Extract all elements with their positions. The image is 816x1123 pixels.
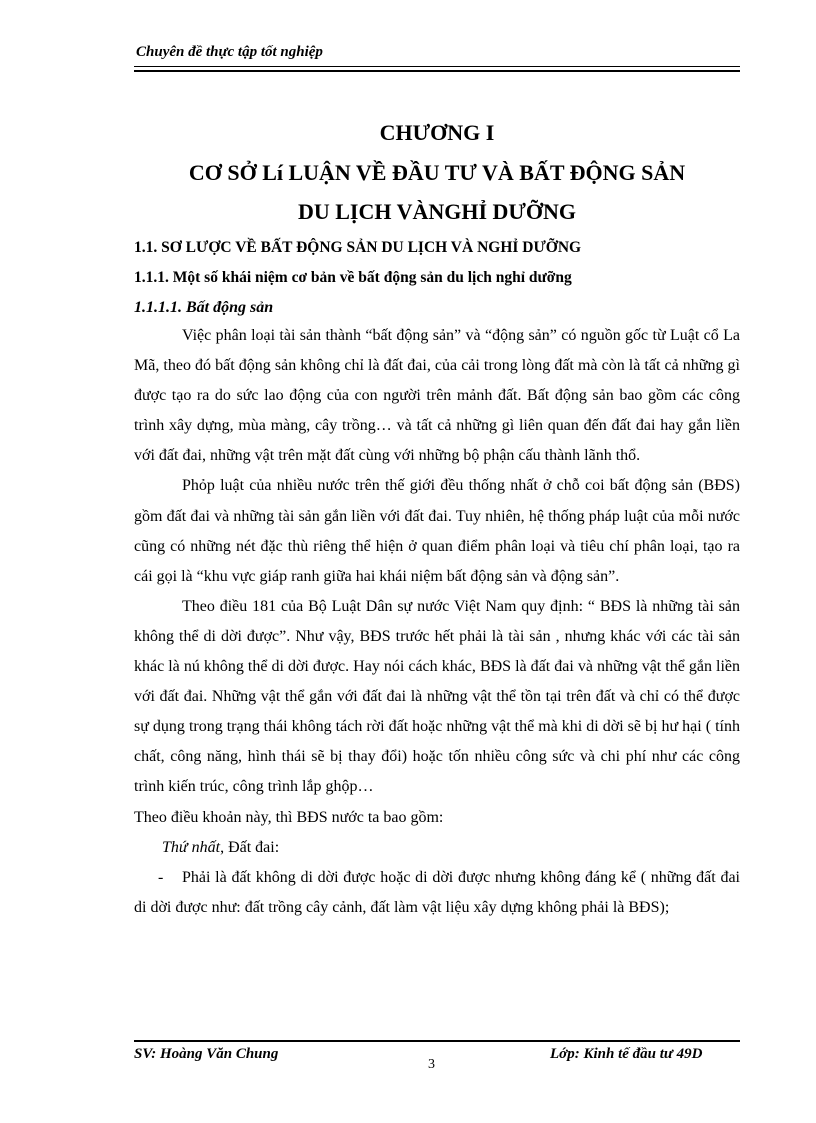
chapter-number: CHƯƠNG I [379,120,495,145]
section-heading-1-1-1-1: 1.1.1.1. Bất động sản [134,299,274,316]
paragraph-5-text: , Đất đai: [220,838,280,856]
bullet-item-1-text: Phải là đất không di dời được hoặc di dời được nhưng không đáng kể ( những đất đai di dời được như: đất trồng cây cảnh, đất làm vật liệu xây dựng không phải là BĐS); [134,868,740,916]
section-heading-1-1: 1.1. SƠ LƯỢC VỀ BẤT ĐỘNG SẢN DU LỊCH VÀ NGHỈ DƯỠNG [134,239,582,256]
footer-student: SV: Hoàng Văn Chung [134,1046,279,1062]
paragraph-3: Theo điều 181 của Bộ Luật Dân sự nước Việt Nam quy định: “ BĐS là những tài sản không thể di dời được”. Như vậy, BĐS trước hết phải là tài sản , nhưng khác với các tài sản khác là nú không thể di dời được. Hay nói cách khác, BĐS là đất đai và những vật thể gắn liền với đất đai. Những vật thể gắn với đất đai là những vật thể tồn tại trên đất và chỉ có thể được sự dụng trong trạng thái không tách rời đất hoặc những vật thể mà khi di dời sẽ bị hư hại ( tính chất, công năng, hình thái sẽ bị thay đổi) hoặc tốn nhiều công sức và chi phí như các công trình kiến trúc, công trình lắp ghộp… [134,597,740,796]
header-rule-thin [134,66,740,67]
paragraph-1: Việc phân loại tài sản thành “bất động sản” và “động sản” có nguồn gốc từ Luật cổ La Mã, theo đó bất động sản không chỉ là đất đai, của cải trong lòng đất mà còn là tất cả những gì được tạo ra do sức lao động của con người trên mảnh đất. Bất động sản bao gồm các công trình xây dựng, mùa màng, cây trồng… và tất cả những gì liên quan đến đất đai hay gắn liền với đất đai, những vật trên mặt đất cùng với những bộ phận cấu thành lãnh thổ. [134,327,740,465]
body-text [134,321,740,923]
paragraph-4: Theo điều khoản này, thì BĐS nước ta bao gồm: [134,808,444,826]
running-header: Chuyên đề thực tập tốt nghiệp [136,44,323,60]
paragraph-5 [134,833,740,863]
header-rule-thick [134,70,740,72]
paragraph-5-emphasis: Thứ nhất [162,838,221,856]
footer-rule [134,1040,740,1042]
footer-class: Lớp: Kinh tế đầu tư 49D [550,1046,703,1062]
chapter-title-line-1: CƠ SỞ Lí LUẬN VỀ ĐẦU TƯ VÀ BẤT ĐỘNG SẢN [188,160,686,185]
chapter-title-line-2: DU LỊCH VÀNGHỈ DƯỠNG [297,199,577,224]
paragraph-2: Phỏp luật của nhiều nước trên thế giới đều thống nhất ở chỗ coi bất động sản (BĐS) gồm đất đai và những tài sản gắn liền với đất đai. Tuy nhiên, hệ thống pháp luật của mỗi nước cũng có những nét đặc thù riêng thể hiện ở quan điểm phân loại và tiêu chí phân loại, tạo ra cái gọi là “khu vực giáp ranh giữa hai khái niệm bất động sản và động sản”. [134,477,740,585]
bullet-item-1 [134,863,740,923]
bullet-dash: - [158,868,164,886]
section-heading-1-1-1: 1.1.1. Một số khái niệm cơ bản về bất động sản du lịch nghỉ dưỡng [134,269,572,286]
page-number: 3 [428,1057,435,1072]
